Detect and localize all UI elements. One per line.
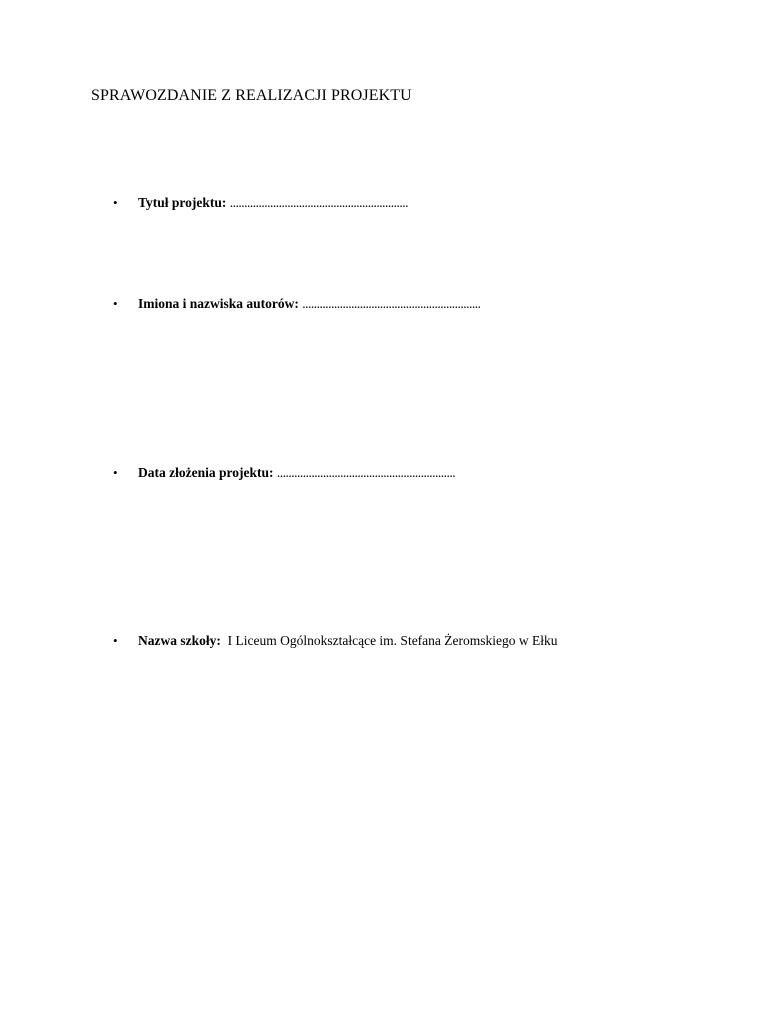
- document-title: SPRAWOZDANIE Z REALIZACJI PROJEKTU: [91, 87, 412, 104]
- bullet-icon: •: [113, 296, 118, 311]
- field-label: Data złożenia projektu:: [138, 465, 274, 480]
- bullet-icon: •: [113, 465, 118, 480]
- field-project-title: [113, 195, 408, 211]
- field-authors: [113, 296, 481, 312]
- field-submission-date: [113, 465, 455, 481]
- field-placeholder-dots: ..............................................................: [276, 465, 456, 480]
- bullet-icon: •: [113, 633, 118, 648]
- field-school-name: [113, 633, 558, 649]
- bullet-icon: •: [113, 195, 118, 210]
- field-label: Tytuł projektu:: [138, 195, 227, 210]
- field-placeholder-dots: ..............................................................: [229, 195, 409, 210]
- field-placeholder-dots: ..............................................................: [302, 296, 481, 311]
- field-value: I Liceum Ogólnokształcące im. Stefana Żeromskiego w Ełku: [227, 633, 558, 648]
- field-label: Imiona i nazwiska autorów:: [138, 296, 299, 311]
- field-label: Nazwa szkoły:: [138, 633, 221, 648]
